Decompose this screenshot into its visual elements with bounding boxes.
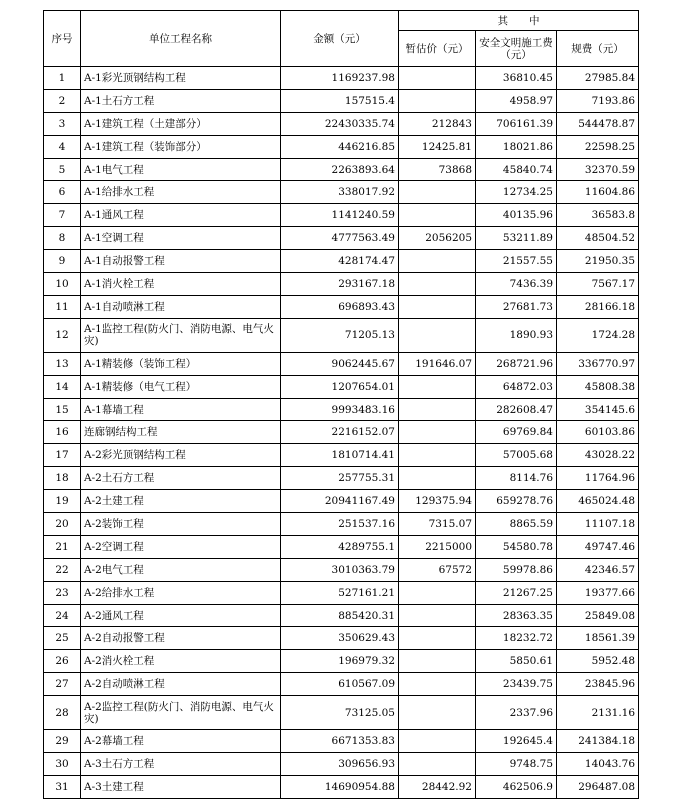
table-row <box>44 513 639 536</box>
table-row <box>44 158 639 181</box>
row-provisional: 7315.07 <box>399 513 476 536</box>
table-row <box>44 604 639 627</box>
row-fees: 23845.96 <box>557 673 639 696</box>
row-provisional: 12425.81 <box>399 135 476 158</box>
row-number: 5 <box>44 158 81 181</box>
header-among: 其 中 <box>399 11 639 31</box>
row-fees: 5952.48 <box>557 650 639 673</box>
row-fees: 7193.86 <box>557 89 639 112</box>
row-fees: 465024.48 <box>557 490 639 513</box>
row-number: 26 <box>44 650 81 673</box>
row-amount: 251537.16 <box>281 513 399 536</box>
table-row <box>44 581 639 604</box>
row-safety-fee: 462506.9 <box>476 775 557 798</box>
row-safety-fee: 64872.03 <box>476 375 557 398</box>
row-fees: 544478.87 <box>557 112 639 135</box>
row-amount: 4289755.1 <box>281 535 399 558</box>
row-safety-fee: 18232.72 <box>476 627 557 650</box>
row-number: 3 <box>44 112 81 135</box>
row-fees: 32370.59 <box>557 158 639 181</box>
row-fees: 296487.08 <box>557 775 639 798</box>
table-row <box>44 535 639 558</box>
row-provisional <box>399 204 476 227</box>
row-amount: 196979.32 <box>281 650 399 673</box>
row-amount: 1810714.41 <box>281 444 399 467</box>
row-amount: 338017.92 <box>281 181 399 204</box>
row-project-name: A-2空调工程 <box>81 535 281 558</box>
row-project-name: A-3土建工程 <box>81 775 281 798</box>
row-provisional <box>399 273 476 296</box>
row-fees: 45808.38 <box>557 375 639 398</box>
row-amount: 9993483.16 <box>281 398 399 421</box>
table-row <box>44 250 639 273</box>
header-amount: 金额（元） <box>281 11 399 67</box>
row-number: 29 <box>44 730 81 753</box>
row-fees: 19377.66 <box>557 581 639 604</box>
row-project-name: A-1电气工程 <box>81 158 281 181</box>
row-amount: 610567.09 <box>281 673 399 696</box>
row-number: 15 <box>44 398 81 421</box>
row-provisional: 67572 <box>399 558 476 581</box>
row-safety-fee: 18021.86 <box>476 135 557 158</box>
row-provisional <box>399 89 476 112</box>
row-safety-fee: 12734.25 <box>476 181 557 204</box>
row-safety-fee: 21557.55 <box>476 250 557 273</box>
row-safety-fee: 36810.45 <box>476 67 557 90</box>
row-provisional <box>399 67 476 90</box>
row-safety-fee: 2337.96 <box>476 696 557 730</box>
row-number: 13 <box>44 352 81 375</box>
row-safety-fee: 69769.84 <box>476 421 557 444</box>
row-amount: 14690954.88 <box>281 775 399 798</box>
table-row <box>44 490 639 513</box>
row-number: 14 <box>44 375 81 398</box>
row-project-name: A-1建筑工程（土建部分） <box>81 112 281 135</box>
row-amount: 71205.13 <box>281 318 399 352</box>
row-fees: 1724.28 <box>557 318 639 352</box>
row-project-name: A-2电气工程 <box>81 558 281 581</box>
table-row <box>44 352 639 375</box>
row-number: 16 <box>44 421 81 444</box>
row-amount: 1141240.59 <box>281 204 399 227</box>
row-project-name: A-2装饰工程 <box>81 513 281 536</box>
row-amount: 1169237.98 <box>281 67 399 90</box>
row-provisional <box>399 467 476 490</box>
row-provisional <box>399 673 476 696</box>
row-safety-fee: 23439.75 <box>476 673 557 696</box>
row-safety-fee: 268721.96 <box>476 352 557 375</box>
row-amount: 157515.4 <box>281 89 399 112</box>
row-number: 7 <box>44 204 81 227</box>
row-fees: 28166.18 <box>557 295 639 318</box>
table-row <box>44 650 639 673</box>
row-fees: 43028.22 <box>557 444 639 467</box>
row-provisional <box>399 444 476 467</box>
row-project-name: A-2消火栓工程 <box>81 650 281 673</box>
row-project-name: A-1精装修（电气工程） <box>81 375 281 398</box>
table-row <box>44 627 639 650</box>
row-fees: 49747.46 <box>557 535 639 558</box>
row-project-name: A-1消火栓工程 <box>81 273 281 296</box>
table-row <box>44 227 639 250</box>
row-project-name: A-1空调工程 <box>81 227 281 250</box>
row-safety-fee: 1890.93 <box>476 318 557 352</box>
row-fees: 25849.08 <box>557 604 639 627</box>
header-seq: 序号 <box>44 11 81 67</box>
row-provisional <box>399 753 476 776</box>
row-fees: 241384.18 <box>557 730 639 753</box>
header-name: 单位工程名称 <box>81 11 281 67</box>
row-safety-fee: 7436.39 <box>476 273 557 296</box>
row-provisional <box>399 250 476 273</box>
row-provisional: 191646.07 <box>399 352 476 375</box>
table-row <box>44 375 639 398</box>
row-project-name: A-2彩光顶钢结构工程 <box>81 444 281 467</box>
row-amount: 4777563.49 <box>281 227 399 250</box>
row-amount: 3010363.79 <box>281 558 399 581</box>
row-fees: 11107.18 <box>557 513 639 536</box>
table-row <box>44 558 639 581</box>
row-provisional <box>399 318 476 352</box>
row-amount: 428174.47 <box>281 250 399 273</box>
row-number: 18 <box>44 467 81 490</box>
row-fees: 18561.39 <box>557 627 639 650</box>
cost-summary-table <box>43 10 639 799</box>
row-number: 27 <box>44 673 81 696</box>
row-safety-fee: 54580.78 <box>476 535 557 558</box>
row-number: 9 <box>44 250 81 273</box>
row-amount: 527161.21 <box>281 581 399 604</box>
row-project-name: A-2自动报警工程 <box>81 627 281 650</box>
row-amount: 6671353.83 <box>281 730 399 753</box>
row-project-name: A-1彩光顶钢结构工程 <box>81 67 281 90</box>
row-safety-fee: 282608.47 <box>476 398 557 421</box>
row-provisional <box>399 730 476 753</box>
row-project-name: A-1建筑工程（装饰部分） <box>81 135 281 158</box>
table-row <box>44 730 639 753</box>
row-number: 11 <box>44 295 81 318</box>
row-safety-fee: 28363.35 <box>476 604 557 627</box>
row-number: 10 <box>44 273 81 296</box>
table-row <box>44 135 639 158</box>
row-project-name: A-2监控工程(防火门、消防电源、电气火灾) <box>81 696 281 730</box>
row-amount: 293167.18 <box>281 273 399 296</box>
row-number: 1 <box>44 67 81 90</box>
row-amount: 73125.05 <box>281 696 399 730</box>
row-amount: 9062445.67 <box>281 352 399 375</box>
row-fees: 42346.57 <box>557 558 639 581</box>
row-provisional <box>399 421 476 444</box>
row-project-name: A-1自动喷淋工程 <box>81 295 281 318</box>
table-row <box>44 318 639 352</box>
row-safety-fee: 659278.76 <box>476 490 557 513</box>
row-project-name: A-1监控工程(防火门、消防电源、电气火灾) <box>81 318 281 352</box>
row-provisional: 28442.92 <box>399 775 476 798</box>
row-fees: 48504.52 <box>557 227 639 250</box>
table-row <box>44 112 639 135</box>
row-safety-fee: 21267.25 <box>476 581 557 604</box>
row-number: 23 <box>44 581 81 604</box>
row-project-name: 连廊钢结构工程 <box>81 421 281 444</box>
row-amount: 446216.85 <box>281 135 399 158</box>
row-provisional <box>399 627 476 650</box>
row-safety-fee: 59978.86 <box>476 558 557 581</box>
row-fees: 21950.35 <box>557 250 639 273</box>
row-number: 24 <box>44 604 81 627</box>
row-safety-fee: 706161.39 <box>476 112 557 135</box>
row-provisional <box>399 295 476 318</box>
row-safety-fee: 27681.73 <box>476 295 557 318</box>
row-fees: 2131.16 <box>557 696 639 730</box>
row-provisional: 129375.94 <box>399 490 476 513</box>
header-fees: 规费（元） <box>557 31 639 67</box>
row-number: 28 <box>44 696 81 730</box>
row-safety-fee: 192645.4 <box>476 730 557 753</box>
row-safety-fee: 8865.59 <box>476 513 557 536</box>
row-amount: 309656.93 <box>281 753 399 776</box>
table-row <box>44 295 639 318</box>
table-row <box>44 467 639 490</box>
row-fees: 22598.25 <box>557 135 639 158</box>
table-row <box>44 398 639 421</box>
row-amount: 1207654.01 <box>281 375 399 398</box>
row-fees: 27985.84 <box>557 67 639 90</box>
row-amount: 696893.43 <box>281 295 399 318</box>
row-fees: 14043.76 <box>557 753 639 776</box>
row-amount: 350629.43 <box>281 627 399 650</box>
table-row <box>44 67 639 90</box>
row-project-name: A-3土石方工程 <box>81 753 281 776</box>
row-safety-fee: 5850.61 <box>476 650 557 673</box>
row-amount: 22430335.74 <box>281 112 399 135</box>
row-safety-fee: 4958.97 <box>476 89 557 112</box>
table-body <box>44 67 639 799</box>
row-number: 31 <box>44 775 81 798</box>
table-row <box>44 753 639 776</box>
row-number: 21 <box>44 535 81 558</box>
row-number: 22 <box>44 558 81 581</box>
row-project-name: A-2自动喷淋工程 <box>81 673 281 696</box>
row-amount: 257755.31 <box>281 467 399 490</box>
row-provisional: 2056205 <box>399 227 476 250</box>
row-project-name: A-2土建工程 <box>81 490 281 513</box>
row-safety-fee: 57005.68 <box>476 444 557 467</box>
header-provisional: 暂估价（元） <box>399 31 476 67</box>
row-fees: 36583.8 <box>557 204 639 227</box>
row-safety-fee: 45840.74 <box>476 158 557 181</box>
row-number: 30 <box>44 753 81 776</box>
header-safety: 安全文明施工费（元） <box>476 31 557 67</box>
row-number: 8 <box>44 227 81 250</box>
table-row <box>44 775 639 798</box>
row-project-name: A-1通风工程 <box>81 204 281 227</box>
row-provisional: 2215000 <box>399 535 476 558</box>
row-provisional <box>399 398 476 421</box>
table-row <box>44 673 639 696</box>
row-project-name: A-1精装修（装饰工程） <box>81 352 281 375</box>
row-provisional <box>399 375 476 398</box>
row-number: 12 <box>44 318 81 352</box>
row-provisional <box>399 581 476 604</box>
row-amount: 2263893.64 <box>281 158 399 181</box>
table-row <box>44 273 639 296</box>
row-project-name: A-2土石方工程 <box>81 467 281 490</box>
row-fees: 11604.86 <box>557 181 639 204</box>
row-fees: 60103.86 <box>557 421 639 444</box>
row-project-name: A-1土石方工程 <box>81 89 281 112</box>
row-fees: 354145.6 <box>557 398 639 421</box>
row-number: 19 <box>44 490 81 513</box>
row-safety-fee: 40135.96 <box>476 204 557 227</box>
row-safety-fee: 9748.75 <box>476 753 557 776</box>
row-project-name: A-1给排水工程 <box>81 181 281 204</box>
table-row <box>44 89 639 112</box>
row-amount: 20941167.49 <box>281 490 399 513</box>
row-provisional <box>399 604 476 627</box>
row-number: 17 <box>44 444 81 467</box>
row-project-name: A-2通风工程 <box>81 604 281 627</box>
row-number: 20 <box>44 513 81 536</box>
row-safety-fee: 53211.89 <box>476 227 557 250</box>
row-number: 25 <box>44 627 81 650</box>
row-provisional: 73868 <box>399 158 476 181</box>
row-provisional <box>399 696 476 730</box>
row-project-name: A-2幕墙工程 <box>81 730 281 753</box>
row-fees: 7567.17 <box>557 273 639 296</box>
row-project-name: A-2给排水工程 <box>81 581 281 604</box>
row-number: 6 <box>44 181 81 204</box>
row-amount: 885420.31 <box>281 604 399 627</box>
row-safety-fee: 8114.76 <box>476 467 557 490</box>
table-row <box>44 181 639 204</box>
table-row <box>44 444 639 467</box>
row-fees: 11764.96 <box>557 467 639 490</box>
row-provisional <box>399 650 476 673</box>
table-row <box>44 421 639 444</box>
row-amount: 2216152.07 <box>281 421 399 444</box>
row-provisional: 212843 <box>399 112 476 135</box>
table-row <box>44 204 639 227</box>
row-project-name: A-1幕墙工程 <box>81 398 281 421</box>
table-row <box>44 696 639 730</box>
row-project-name: A-1自动报警工程 <box>81 250 281 273</box>
row-fees: 336770.97 <box>557 352 639 375</box>
row-number: 4 <box>44 135 81 158</box>
row-number: 2 <box>44 89 81 112</box>
row-provisional <box>399 181 476 204</box>
